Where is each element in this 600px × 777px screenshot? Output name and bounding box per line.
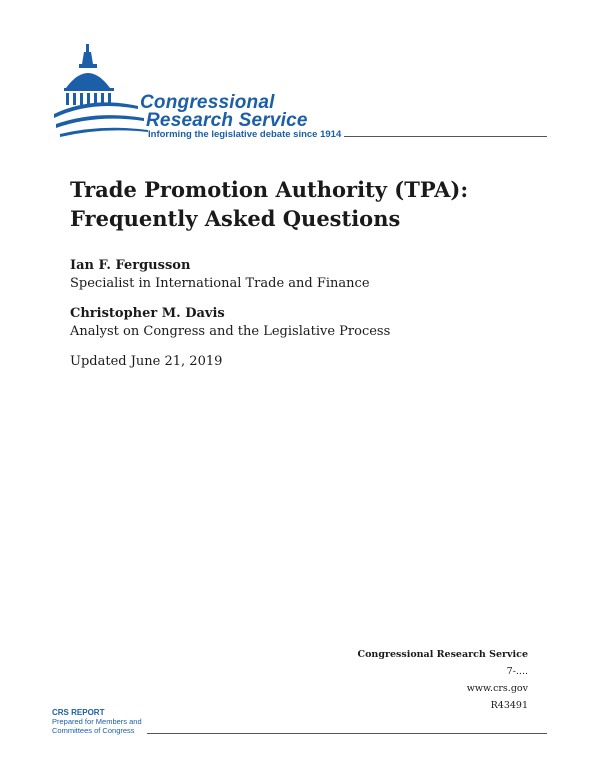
logo-tagline: Informing the legislative debate since 1914 <box>148 129 342 140</box>
author-name: Christopher M. Davis <box>70 306 225 321</box>
footer-divider <box>147 733 547 734</box>
crs-report-heading: CRS REPORT <box>52 708 105 717</box>
title-line-2: Frequently Asked Questions <box>70 206 401 231</box>
logo-wordmark <box>140 94 308 130</box>
capitol-dome-icon <box>52 40 152 140</box>
header-divider <box>344 136 547 137</box>
document-title <box>70 175 540 233</box>
logo-line-2: Research Service <box>146 110 308 131</box>
report-number: R43491 <box>490 700 528 711</box>
author-role: Analyst on Congress and the Legislative Process <box>70 324 391 339</box>
crs-logo <box>52 40 552 150</box>
crs-report-line-1: Prepared for Members and <box>52 717 142 726</box>
footer-org: Congressional Research Service <box>357 649 528 660</box>
footer-url[interactable]: www.crs.gov <box>466 683 528 694</box>
crs-report-line-2: Committees of Congress <box>52 726 135 735</box>
logo-line-1: Congressional <box>140 92 275 113</box>
author-block <box>70 257 370 293</box>
author-role: Specialist in International Trade and Finance <box>70 276 370 291</box>
updated-date: Updated June 21, 2019 <box>70 354 223 369</box>
title-line-1: Trade Promotion Authority (TPA): <box>70 177 469 202</box>
footer-info <box>358 646 528 714</box>
author-block <box>70 305 390 341</box>
footer-code: 7-.... <box>506 666 528 677</box>
author-name: Ian F. Fergusson <box>70 258 191 273</box>
crs-report-label <box>52 708 142 735</box>
